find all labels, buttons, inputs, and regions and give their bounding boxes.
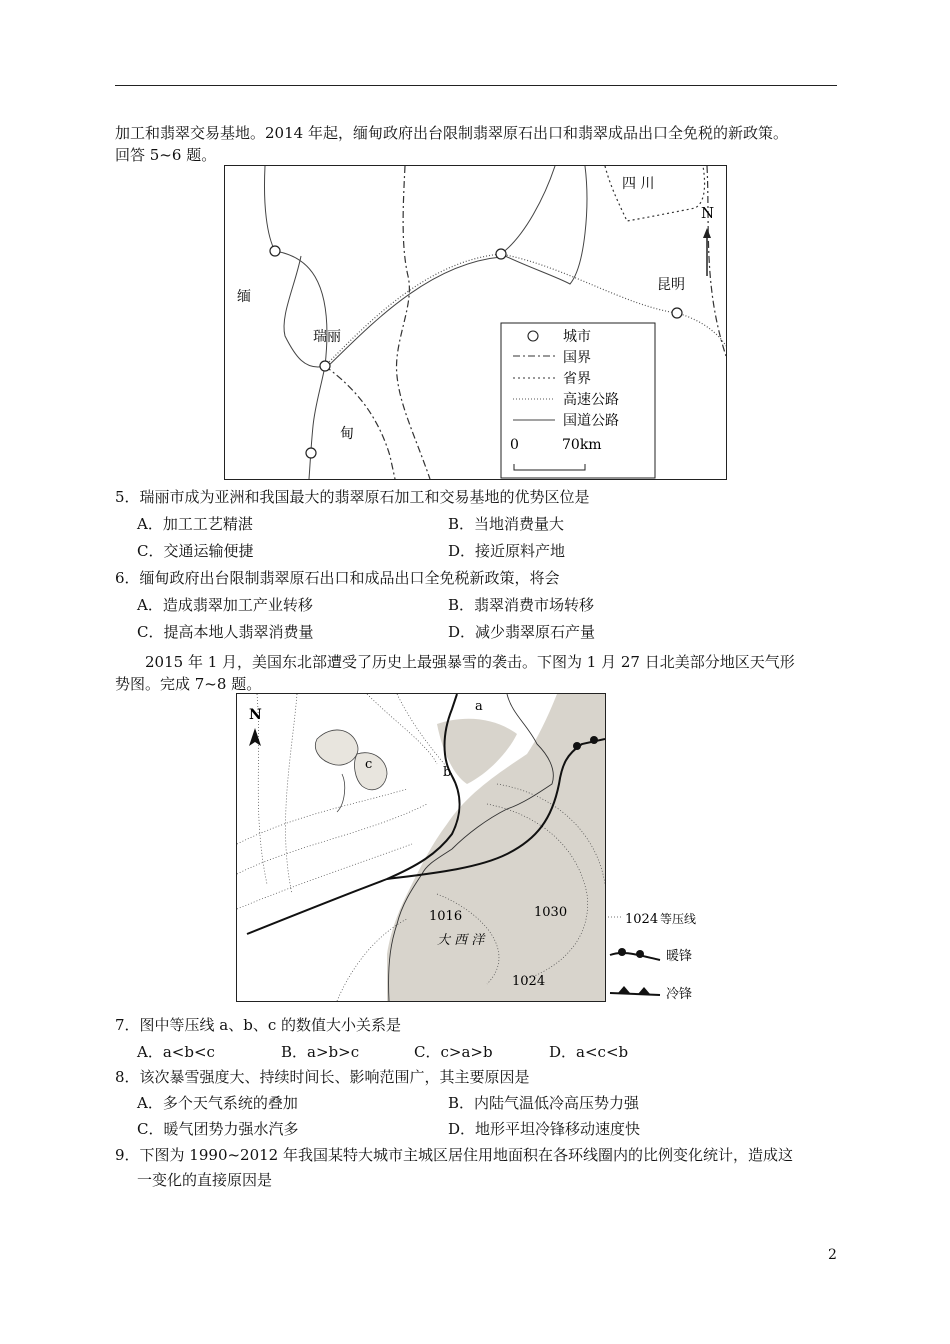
legend-cold-front: 冷锋 bbox=[666, 987, 693, 1002]
q5-option-c: C．交通运输便捷 bbox=[137, 542, 254, 560]
city-marker-kunming bbox=[672, 308, 682, 318]
city-marker bbox=[270, 246, 280, 256]
question-9-line-1: 9．下图为 1990~2012 年我国某特大城市主城区居住用地面积在各环线圈内的比例变化统计，造成这 bbox=[115, 1146, 793, 1164]
legend-city: 城市 bbox=[563, 329, 591, 345]
label-atlantic-ocean: 大 西 洋 bbox=[437, 933, 485, 948]
q6-option-a: A．造成翡翠加工产业转移 bbox=[137, 596, 313, 614]
q6-option-d: D．减少翡翠原石产量 bbox=[448, 623, 596, 641]
question-8-stem: 8．该次暴雪强度大、持续时间长、影响范围广，其主要原因是 bbox=[115, 1068, 530, 1086]
header-rule bbox=[115, 85, 837, 86]
yunnan-map bbox=[224, 165, 727, 480]
q5-option-d: D．接近原料产地 bbox=[448, 542, 566, 560]
weather-legend bbox=[608, 905, 718, 1005]
yunnan-map-graphic bbox=[225, 166, 726, 479]
q8-option-a: A．多个天气系统的叠加 bbox=[137, 1094, 298, 1112]
intro2-line-1: 2015 年 1 月，美国东北部遭受了历史上最强暴雪的袭击。下图为 1 月 27 日北美部分地区天气形 bbox=[145, 653, 795, 671]
city-marker bbox=[496, 249, 506, 259]
q7-option-d: D．a<c<b bbox=[549, 1043, 629, 1061]
q8-option-c: C．暖气团势力强水汽多 bbox=[137, 1120, 299, 1138]
north-arrow-icon bbox=[249, 728, 261, 746]
label-sichuan: 四 川 bbox=[622, 176, 655, 192]
legend-provincial-border: 省界 bbox=[563, 371, 591, 387]
pressure-label-1024: 1024 bbox=[512, 974, 546, 989]
q6-option-b: B．翡翠消费市场转移 bbox=[448, 596, 595, 614]
q8-option-b: B．内陆气温低冷高压势力强 bbox=[448, 1094, 640, 1112]
intro-line-1: 加工和翡翠交易基地。2014 年起，缅甸政府出台限制翡翠原石出口和翡翠成品出口全免税的新政策。 bbox=[115, 124, 788, 142]
label-dian: 甸 bbox=[340, 426, 354, 442]
q7-option-a: A．a<b<c bbox=[137, 1043, 215, 1061]
q5-option-a: A．加工工艺精湛 bbox=[137, 515, 253, 533]
north-label: N bbox=[701, 204, 715, 222]
q7-option-b: B．a>b>c bbox=[281, 1043, 360, 1061]
q8-option-d: D．地形平坦冷锋移动速度快 bbox=[448, 1120, 641, 1138]
label-mian: 缅 bbox=[237, 289, 251, 305]
question-5-stem: 5．瑞丽市成为亚洲和我国最大的翡翠原石加工和交易基地的优势区位是 bbox=[115, 488, 590, 506]
legend-scale-km: 70km bbox=[562, 437, 602, 453]
question-7-stem: 7．图中等压线 a、b、c 的数值大小关系是 bbox=[115, 1016, 402, 1034]
isobar-label-a: a bbox=[475, 699, 483, 714]
pressure-label-1030: 1030 bbox=[534, 905, 568, 920]
question-6-stem: 6．缅甸政府出台限制翡翠原石出口和成品出口全免税新政策，将会 bbox=[115, 569, 560, 587]
question-9-line-2: 一变化的直接原因是 bbox=[137, 1171, 273, 1189]
q7-option-c: C．c>a>b bbox=[414, 1043, 493, 1061]
weather-map bbox=[236, 693, 606, 1002]
label-kunming: 昆明 bbox=[657, 277, 685, 293]
intro2-line-2: 势图。完成 7~8 题。 bbox=[115, 675, 262, 693]
pressure-label-1016: 1016 bbox=[429, 909, 463, 924]
legend-isobar: 等压线 bbox=[660, 912, 697, 926]
legend-isobar-value: 1024 bbox=[625, 912, 659, 927]
legend-scale-zero: 0 bbox=[510, 437, 519, 453]
weather-map-graphic bbox=[237, 694, 605, 1001]
page-number: 2 bbox=[828, 1247, 837, 1263]
q6-option-c: C．提高本地人翡翠消费量 bbox=[137, 623, 314, 641]
legend-national-road: 国道公路 bbox=[563, 413, 619, 429]
city-marker bbox=[306, 448, 316, 458]
city-marker-ruili bbox=[320, 361, 330, 371]
label-ruili: 瑞丽 bbox=[313, 329, 341, 345]
isobar-label-b: b bbox=[443, 765, 452, 780]
q5-option-b: B．当地消费量大 bbox=[448, 515, 565, 533]
intro-line-2: 回答 5~6 题。 bbox=[115, 146, 217, 164]
legend-expressway: 高速公路 bbox=[563, 392, 619, 408]
north-label: N bbox=[249, 707, 262, 723]
isobar-label-c: c bbox=[365, 757, 373, 772]
legend-warm-front: 暖锋 bbox=[666, 949, 693, 964]
legend-national-border: 国界 bbox=[563, 350, 591, 366]
